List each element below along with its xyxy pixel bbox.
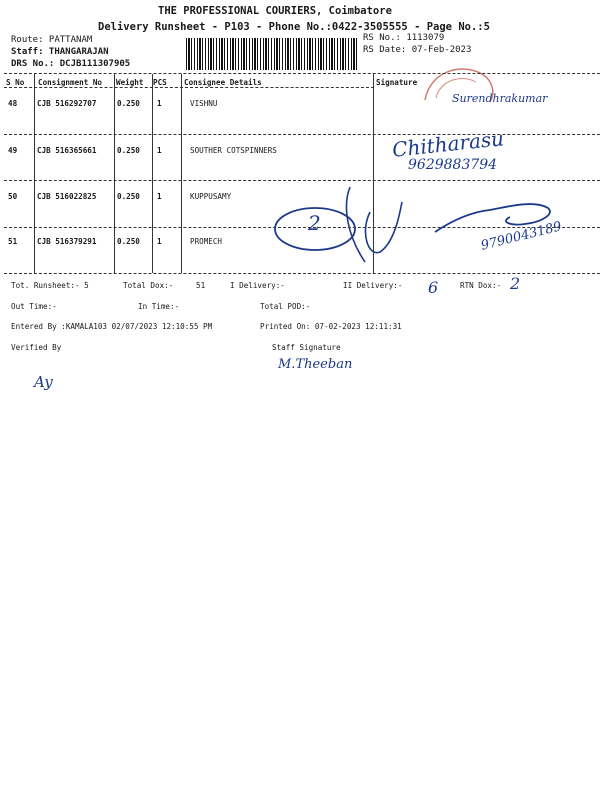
- rs-date: RS Date: 07-Feb-2023: [363, 45, 472, 55]
- row-rule-2: [4, 180, 600, 181]
- row-consignment: CJB 516292707: [37, 99, 97, 108]
- row-consignment: CJB 516365661: [37, 146, 97, 155]
- col-divider: [152, 74, 153, 273]
- row-consignee: SOUTHER COTSPINNERS: [190, 146, 277, 155]
- total-runsheet: Tot. Runsheet:- 5: [11, 281, 89, 290]
- handwritten-phone-51: 9790043189: [479, 219, 564, 254]
- runsheet-subtitle: Delivery Runsheet - P103 - Phone No.:0422-3505555 - Page No.:5: [98, 21, 490, 33]
- row-pcs: 1: [157, 99, 162, 108]
- out-time-label: Out Time:-: [11, 302, 57, 311]
- header-bottom-rule: [4, 87, 374, 88]
- i-delivery-label: I Delivery:-: [230, 281, 285, 290]
- handwritten-phone-49: 9629883794: [408, 157, 498, 173]
- table-top-rule: [4, 73, 600, 74]
- row-weight: 0.250: [117, 146, 140, 155]
- total-pod-label: Total POD:-: [260, 302, 311, 311]
- row-weight: 0.250: [117, 99, 140, 108]
- ii-delivery-label: II Delivery:-: [343, 281, 403, 290]
- row-pcs: 1: [157, 192, 162, 201]
- drs-number: DRS No.: DCJB111307905: [11, 59, 131, 69]
- signature-row-48: Surendhrakumar: [452, 92, 548, 105]
- row-sno: 50: [8, 192, 18, 201]
- signature-row-49: Chitharasu: [391, 126, 506, 162]
- row-consignment: CJB 516022825: [37, 192, 97, 201]
- col-divider: [181, 74, 182, 273]
- row-sno: 49: [8, 146, 18, 155]
- row-consignee: PROMECH: [190, 237, 223, 246]
- row-consignee: KUPPUSAMY: [190, 192, 232, 201]
- rs-number: RS No.: 1113079: [363, 33, 445, 43]
- ii-delivery-mark: 6: [428, 278, 439, 297]
- col-header-consignee: Consignee Details: [184, 78, 262, 87]
- col-header-sno: S No: [6, 78, 25, 87]
- verified-by-label: Verified By: [11, 343, 62, 352]
- entered-by: Entered By :KAMALA103 02/07/2023 12:10:55 PM: [11, 322, 213, 331]
- printed-on: Printed On: 07-02-2023 12:11:31: [260, 322, 402, 331]
- barcode: [186, 38, 358, 70]
- rtn-dox-mark: 2: [510, 274, 521, 293]
- col-header-signature: Signature: [376, 78, 418, 87]
- row-pcs: 1: [157, 146, 162, 155]
- courier-title: THE PROFESSIONAL COURIERS, Coimbatore: [158, 5, 392, 17]
- row-consignment: CJB 516379291: [37, 237, 97, 246]
- col-divider: [114, 74, 115, 273]
- col-header-pcs: PCS: [153, 78, 167, 87]
- in-time-label: In Time:-: [138, 302, 180, 311]
- total-dox-value: 51: [196, 281, 206, 290]
- scribble-mark: [340, 182, 440, 272]
- col-divider: [34, 74, 35, 273]
- row-weight: 0.250: [117, 237, 140, 246]
- col-header-consignment: Consignment No: [38, 78, 103, 87]
- verified-signature: Ay: [34, 373, 53, 391]
- rtn-dox-label: RTN Dox:-: [460, 281, 502, 290]
- row-sno: 51: [8, 237, 18, 246]
- route-label: Route: PATTANAM: [11, 35, 93, 45]
- row-pcs: 1: [157, 237, 162, 246]
- circled-count: 2: [308, 211, 321, 235]
- col-header-weight: Weight: [116, 78, 144, 87]
- staff-signature: M.Theeban: [278, 357, 353, 372]
- total-dox-label: Total Dox:-: [123, 281, 174, 290]
- row-consignee: VISHNU: [190, 99, 218, 108]
- row-rule-1: [4, 134, 600, 135]
- row-sno: 48: [8, 99, 18, 108]
- staff-label: Staff: THANGARAJAN: [11, 47, 109, 57]
- staff-signature-label: Staff Signature: [272, 343, 341, 352]
- row-weight: 0.250: [117, 192, 140, 201]
